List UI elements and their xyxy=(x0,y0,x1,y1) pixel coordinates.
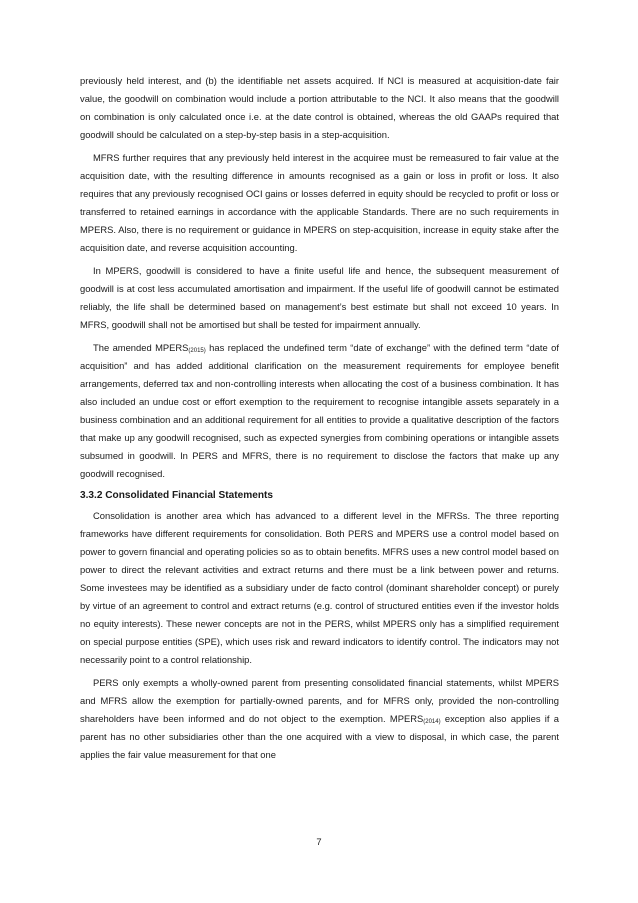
year-subscript-2014: (2014) xyxy=(423,718,441,725)
paragraph-remeasurement: MFRS further requires that any previously held interest in the acquiree must be remeasured to fair value at the acquisition date, with the resulting difference in amounts recognised as a gain or loss in profit or loss. It also requires that any previously recognised OCI gains or losses deferred in equity should be recycled to profit or loss or transferred to retained earnings in accordance with the applicable Standards. There are no such requirements in MPERS. Also, there is no requirement or guidance in MPERS on step-acquisition, increase in equity stake after the acquisition date, and reverse acquisition accounting. xyxy=(80,152,559,253)
page-body xyxy=(80,72,559,764)
paragraph-amended-mpers-start: The amended MPERS xyxy=(93,342,189,354)
paragraph-exemption xyxy=(80,674,559,764)
paragraph-goodwill-calculation: previously held interest, and (b) the identifiable net assets acquired. If NCI is measured at acquisition-date fair value, the goodwill on combination would include a portion attributable to the NCI. It also means that the goodwill on combination is only calculated once i.e. at the date control is obtained, whereas the old GAAPs required that goodwill should be calculated on a step-by-step basis in a step-acquisition. xyxy=(80,75,559,140)
paragraph-exemption-rest: exception also applies if a parent has no other subsidiaries other than the one acquired with a view to disposal, in which case, the parent applies the fair value measurement for that one xyxy=(80,712,559,760)
section-heading: 3.3.2 Consolidated Financial Statements xyxy=(80,490,273,502)
paragraph-consolidation: Consolidation is another area which has advanced to a different level in the MFRSs. The three reporting frameworks have different requirements for consolidation. Both PERS and MPERS use a control model based on power to govern financial and operating policies so as to obtain benefits. MFRS uses a new control model based on power to direct the relevant activities and extract returns and there must be a link between power and returns. Some investees may be identified as a subsidiary under de facto control (dominant shareholder concept) or purely by virtue of an agreement to control and extract returns (e.g. control of structured entities even if the investor holds no equity interests). These newer concepts are not in the PERS, whilst MPERS only has a simplified requirement on special purpose entities (SPE), which uses risk and reward indicators to identify control. The indicators may not necessarily point to a control relationship. xyxy=(80,510,559,665)
paragraph-amended-mpers-rest: has replaced the undefined term “date of exchange” with the defined term “date of acquisition” and has added additional clarification on the measurement requirements for employee benefit arrangements, deferred tax and non-controlling interests when allocating the cost of a business combination. It has also included an undue cost or effort exemption to the requirement to recognise intangible assets separately in a business combination and an additional requirement for all entities to provide a qualitative description of the factors that make up any goodwill recognised, such as expected synergies from combining operations or intangible assets subsumed in goodwill. In PERS and MFRS, there is no requirement to disclose the factors that make up any goodwill recognised. xyxy=(80,342,559,479)
page-number: 7 xyxy=(316,836,322,847)
paragraph-amended-mpers xyxy=(80,339,559,482)
paragraph-exemption-start: PERS only exempts a wholly-owned parent from presenting consolidated financial statements, whilst MPERS and MFRS allow the exemption for partially-owned parents, and for MFRS only, provided the non-controlling shareholders have been informed and do not object to the exemption. MPERS xyxy=(80,677,559,724)
year-subscript-2015: (2015) xyxy=(188,348,206,355)
paragraph-goodwill-useful-life: In MPERS, goodwill is considered to have a finite useful life and hence, the subsequent measurement of goodwill is at cost less accumulated amortisation and impairment. If the useful life of goodwill cannot be estimated reliably, the life shall be determined based on management’s best estimate but shall not exceed 10 years. In MFRS, goodwill shall not be amortised but shall be tested for impairment annually. xyxy=(80,265,559,330)
